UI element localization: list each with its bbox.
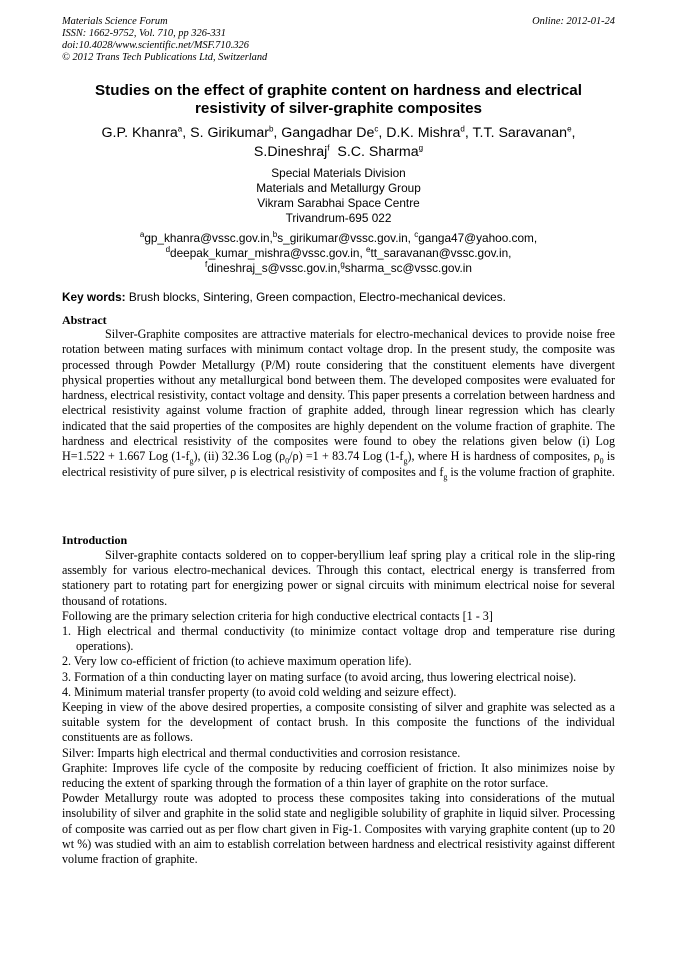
author-sup: b bbox=[268, 124, 274, 134]
abstract-text: /ρ) =1 + 83.74 Log (1-f bbox=[289, 449, 404, 464]
author-sup: e bbox=[567, 124, 572, 134]
paragraph: Silver: Imparts high electrical and thermal conductivities and corrosion resistance. bbox=[62, 745, 461, 760]
list-item: 3. Formation of a thin conducting layer on mating surface (to avoid arcing, thus lowering electrical noise). bbox=[62, 669, 577, 684]
email-line-2 bbox=[62, 246, 615, 261]
abstract-text: is the volume fraction of graphite. bbox=[447, 464, 615, 479]
journal-name: Materials Science Forum bbox=[62, 16, 168, 27]
email-link[interactable]: gp_khanra@vssc.gov.in, bbox=[144, 231, 273, 245]
email-line-3 bbox=[62, 261, 615, 276]
abstract-text: Silver-Graphite composites are attractive materials for electro-mechanical devices to provide noise free rotation between mating surfaces with minimum contact voltage drop. In the present study, the composite was processed through Powder Metallurgy (P/M) route considering that the constituent elements have divergent physical properties without any metallurgical bond between them. The developed composites were evaluated for hardness, electrical resistivity, contact voltage and density. This paper presents a correlation between hardness and electrical resistivity against volume fraction of graphite added, through linear regression which has clearly indicated that the said properties of the composites are highly dependent on the volume fraction of graphite. The hardness and electrical resistivity of the composites were found to obey the relations given below (i) Log H=1.522 + 1.667 Log (1-f bbox=[62, 327, 615, 464]
keywords-label: Key words: bbox=[62, 290, 126, 304]
email-sup: a bbox=[139, 230, 145, 240]
paragraph: Keeping in view of the above desired properties, a composite consisting of silver and graphite was selected as a suitable system for the development of contact brush. In this composite the functions of the individual constituents are as follows. bbox=[62, 700, 615, 745]
email-link[interactable]: tt_saravanan@vssc.gov.in, bbox=[370, 246, 512, 260]
email-list bbox=[62, 231, 615, 276]
title-line-2: resistivity of silver-graphite composites bbox=[195, 100, 482, 117]
abstract-text: ), (ii) 32.36 Log (ρ bbox=[193, 449, 286, 464]
doi-line: doi:10.4028/www.scientific.net/MSF.710.326 bbox=[62, 40, 249, 51]
title-line-1: Studies on the effect of graphite content on hardness and electrical bbox=[95, 82, 582, 99]
abstract-body bbox=[62, 327, 615, 480]
author-list bbox=[62, 124, 615, 162]
email-line-1 bbox=[62, 231, 615, 246]
author-name: S.Dineshraj bbox=[253, 144, 328, 160]
affiliation bbox=[62, 166, 615, 226]
page-header bbox=[62, 16, 615, 64]
email-sup: d bbox=[165, 245, 171, 255]
introduction-heading: Introduction bbox=[62, 533, 128, 547]
author-name: , T.T. Saravanan bbox=[464, 125, 568, 141]
abstract-heading: Abstract bbox=[62, 313, 107, 327]
affiliation-line: Materials and Metallurgy Group bbox=[256, 181, 421, 195]
subscript: g bbox=[443, 472, 448, 482]
email-link[interactable]: sharma_sc@vssc.gov.in bbox=[344, 261, 472, 275]
author-name: S.C. Sharma bbox=[329, 144, 419, 160]
author-name: , S. Girikumar bbox=[182, 125, 269, 141]
author-sup: d bbox=[460, 124, 465, 134]
author-name: G.P. Khanra bbox=[101, 125, 178, 141]
paragraph: Following are the primary selection criteria for high conductive electrical contacts [1 - 3] bbox=[62, 608, 493, 623]
paragraph: Graphite: Improves life cycle of the composite by reducing coefficient of friction. It also minimizes noise by reducing the extent of sparking through the formation of a thin layer of graphite on the rotor surface. bbox=[62, 760, 615, 791]
email-sup: g bbox=[340, 260, 345, 270]
email-sup: e bbox=[366, 245, 371, 255]
email-link[interactable]: s_girikumar@vssc.gov.in, bbox=[277, 231, 415, 245]
list-item: 4. Minimum material transfer property (to avoid cold welding and seizure effect). bbox=[62, 684, 457, 699]
author-line-1 bbox=[62, 124, 615, 143]
affiliation-line: Vikram Sarabhai Space Centre bbox=[257, 196, 420, 210]
email-link[interactable]: dineshraj_s@vssc.gov.in, bbox=[207, 261, 341, 275]
email-link[interactable]: deepak_kumar_mishra@vssc.gov.in, bbox=[170, 246, 367, 260]
paragraph: Silver-graphite contacts soldered on to copper-beryllium leaf spring play a critical role in the slip-ring assembly for various electro-mechanical devices. Through this contact, electrical energy is transferred from stationery part to rotating part for energizing power or signal circuits with minimum electrical noise for several thousand of rotations. bbox=[62, 548, 615, 608]
subscript: g bbox=[189, 456, 194, 466]
author-sep: , bbox=[571, 125, 576, 141]
keywords bbox=[62, 290, 615, 305]
abstract-text: is electrical resistivity of pure silver, ρ is electrical resistivity of composites and f bbox=[62, 449, 615, 479]
affiliation-line: Special Materials Division bbox=[271, 166, 406, 180]
subscript: 0 bbox=[599, 456, 604, 466]
list-item: 1. High electrical and thermal conductivity (to minimize contact voltage drop and temperature rise during operations). bbox=[62, 624, 615, 654]
paper-title bbox=[62, 82, 615, 118]
author-name: , Gangadhar De bbox=[273, 125, 375, 141]
affiliation-line: Trivandrum-695 022 bbox=[285, 211, 392, 225]
author-name: , D.K. Mishra bbox=[378, 125, 461, 141]
list-item: 2. Very low co-efficient of friction (to achieve maximum operation life). bbox=[62, 654, 412, 669]
abstract-text: ), where H is hardness of composites, ρ bbox=[407, 449, 600, 464]
issn-line: ISSN: 1662-9752, Vol. 710, pp 326-331 bbox=[62, 28, 226, 39]
author-sup: a bbox=[177, 124, 183, 134]
author-sup: f bbox=[327, 143, 330, 153]
email-link[interactable]: ganga47@yahoo.com, bbox=[418, 231, 538, 245]
introduction-body bbox=[62, 548, 615, 867]
copyright-line: © 2012 Trans Tech Publications Ltd, Switzerland bbox=[62, 52, 268, 63]
paragraph: Powder Metallurgy route was adopted to process these composites taking into considerations of the mutual insolubility of silver and graphite in the solid state and negligible solubility of graphite in liquid silver. Processing of composite was carried out as per flow chart given in Fig-1. Composites with varying graphite content (up to 20 wt %) was studied with an aim to establish correlation between hardness and electrical resistivity against different volume fraction of graphite. bbox=[62, 791, 615, 867]
email-sup: f bbox=[205, 260, 208, 270]
author-sup: c bbox=[374, 124, 379, 134]
subscript: g bbox=[403, 456, 408, 466]
author-sup: g bbox=[418, 143, 424, 153]
email-sup: c bbox=[414, 230, 419, 240]
online-date: Online: 2012-01-24 bbox=[532, 16, 615, 27]
email-sup: b bbox=[272, 230, 278, 240]
subscript: 0 bbox=[285, 456, 290, 466]
keywords-text: Brush blocks, Sintering, Green compaction, Electro-mechanical devices. bbox=[125, 290, 506, 304]
author-line-2 bbox=[62, 143, 615, 162]
